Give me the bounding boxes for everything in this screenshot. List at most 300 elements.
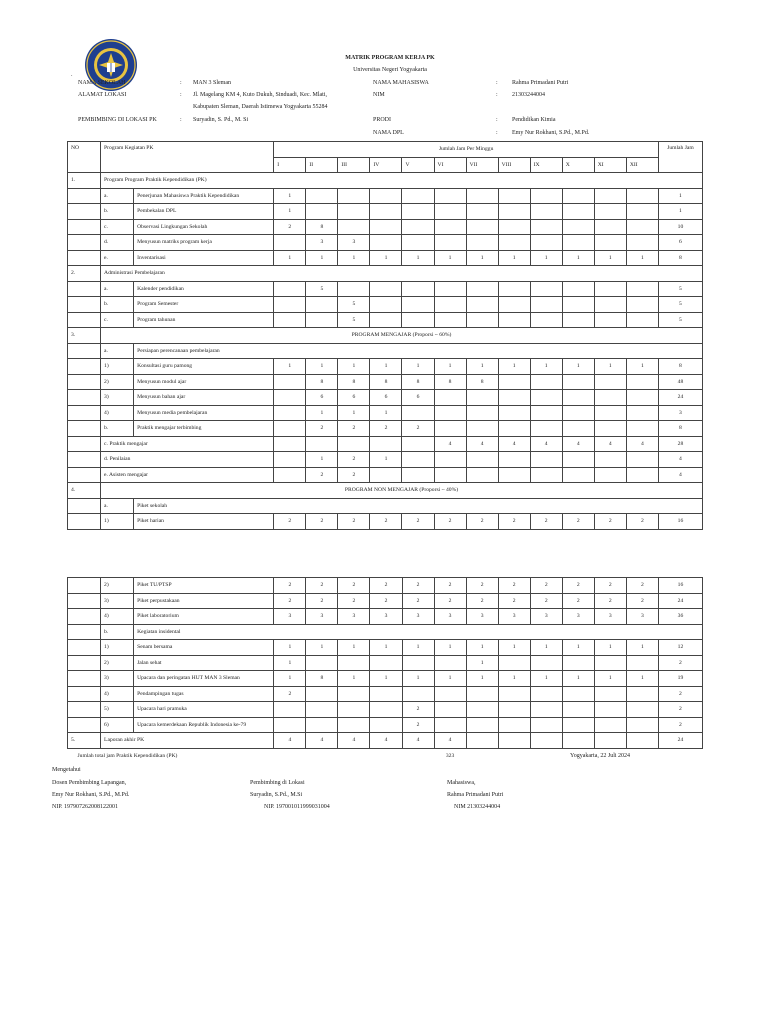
week-hours-cell [370, 235, 402, 251]
week-hours-cell [274, 421, 306, 437]
week-hours-cell [370, 204, 402, 220]
item-letter: c. [101, 312, 134, 328]
empty-cell [68, 686, 101, 702]
week-hours-cell: 2 [402, 593, 434, 609]
week-hours-cell [466, 390, 498, 406]
table-row [68, 593, 703, 609]
week-hours-cell [594, 733, 626, 749]
week-hours-cell [274, 374, 306, 390]
nim-label: NIM [373, 92, 385, 98]
week-header-cell: I [274, 157, 306, 173]
week-hours-cell: 4 [594, 436, 626, 452]
week-hours-cell [626, 717, 658, 733]
week-hours-cell [562, 312, 594, 328]
week-hours-cell: 1 [594, 671, 626, 687]
week-hours-cell: 4 [562, 436, 594, 452]
week-hours-cell [370, 655, 402, 671]
week-hours-cell: 5 [338, 297, 370, 313]
week-hours-cell: 1 [274, 359, 306, 375]
week-hours-cell: 1 [466, 359, 498, 375]
item-title: Kegiatan insidental [134, 624, 703, 640]
week-hours-cell [530, 281, 562, 297]
item-title: d. Penilaian [101, 452, 274, 468]
week-hours-cell [498, 281, 530, 297]
week-hours-cell [274, 452, 306, 468]
week-hours-cell [594, 312, 626, 328]
dpl-label: NAMA DPL [373, 130, 404, 136]
week-hours-cell [466, 452, 498, 468]
week-hours-cell: 1 [306, 359, 338, 375]
total-hours-cell: 24 [658, 390, 702, 406]
item-letter: e. [101, 250, 134, 266]
week-hours-cell [274, 467, 306, 483]
week-hours-cell [402, 405, 434, 421]
week-hours-cell [274, 297, 306, 313]
week-hours-cell [562, 235, 594, 251]
week-header-cell: XI [594, 157, 626, 173]
week-hours-cell [530, 204, 562, 220]
total-hours-cell: 28 [658, 436, 702, 452]
week-hours-cell: 1 [306, 452, 338, 468]
week-hours-cell [530, 188, 562, 204]
week-hours-cell: 2 [402, 717, 434, 733]
item-title: c. Praktik mengajar [101, 436, 274, 452]
total-hours-cell: 16 [658, 578, 702, 594]
week-hours-cell [626, 405, 658, 421]
section-title: PROGRAM NON MENGAJAR (Proporsi ~ 40%) [101, 483, 703, 499]
week-hours-cell: 3 [434, 609, 466, 625]
week-hours-cell: 8 [370, 374, 402, 390]
week-header-cell: II [306, 157, 338, 173]
week-hours-cell: 1 [626, 250, 658, 266]
week-hours-cell: 2 [466, 578, 498, 594]
week-hours-cell: 2 [594, 578, 626, 594]
week-hours-cell [370, 702, 402, 718]
week-hours-cell [466, 297, 498, 313]
colon: : [180, 117, 182, 123]
week-hours-cell [274, 702, 306, 718]
week-hours-cell: 2 [626, 514, 658, 530]
colon: : [496, 80, 498, 86]
item-title: Senam bersama [134, 640, 274, 656]
week-hours-cell [626, 235, 658, 251]
week-hours-cell [402, 235, 434, 251]
week-hours-cell: 5 [338, 312, 370, 328]
school-name-value: MAN 3 Sleman [193, 80, 231, 86]
page-title: MATRIK PROGRAM KERJA PK [345, 55, 435, 61]
week-hours-cell [370, 281, 402, 297]
empty-cell [68, 609, 101, 625]
table-row [68, 297, 703, 313]
week-hours-cell: 4 [466, 436, 498, 452]
week-hours-cell [434, 219, 466, 235]
week-hours-cell [466, 235, 498, 251]
week-hours-cell [562, 390, 594, 406]
week-hours-cell [594, 686, 626, 702]
address-label: ALAMAT LOKASI [78, 92, 127, 98]
week-hours-cell [338, 717, 370, 733]
week-header-cell: III [338, 157, 370, 173]
week-hours-cell: 2 [498, 593, 530, 609]
address-value-line2: Kabupaten Sleman, Daerah Istimewa Yogyakarta 55284 [193, 104, 328, 110]
section-title: Program Program Praktik Kependidikan (PK) [101, 173, 703, 189]
table-row [68, 266, 703, 282]
table-row [68, 483, 703, 499]
week-hours-cell [562, 452, 594, 468]
item-title: Menyusun bahan ajar [134, 390, 274, 406]
table-row [68, 686, 703, 702]
week-hours-cell: 2 [338, 452, 370, 468]
week-hours-cell [530, 405, 562, 421]
empty-cell [68, 374, 101, 390]
empty-cell [68, 655, 101, 671]
week-hours-cell: 1 [434, 671, 466, 687]
week-hours-cell: 2 [402, 421, 434, 437]
week-header-cell: V [402, 157, 434, 173]
week-hours-cell [274, 312, 306, 328]
week-hours-cell [594, 717, 626, 733]
week-hours-cell: 3 [530, 609, 562, 625]
week-hours-cell: 1 [338, 640, 370, 656]
item-letter: 4) [101, 686, 134, 702]
section-number: 4. [68, 483, 101, 499]
week-hours-cell: 2 [626, 578, 658, 594]
week-hours-cell [594, 374, 626, 390]
week-hours-cell [370, 717, 402, 733]
week-hours-cell: 2 [274, 514, 306, 530]
week-hours-cell: 3 [466, 609, 498, 625]
item-title: Program tahunan [134, 312, 274, 328]
week-hours-cell: 1 [338, 359, 370, 375]
total-hours-cell: 2 [658, 717, 702, 733]
week-hours-cell: 3 [306, 609, 338, 625]
week-hours-cell [434, 686, 466, 702]
week-hours-cell [434, 390, 466, 406]
week-hours-cell [626, 188, 658, 204]
week-hours-cell [306, 717, 338, 733]
week-hours-cell [338, 281, 370, 297]
week-hours-cell [306, 204, 338, 220]
week-hours-cell: 4 [306, 733, 338, 749]
item-title: Upacara dan peringatan HUT MAN 3 Sleman [134, 671, 274, 687]
total-hours-cell: 6 [658, 235, 702, 251]
item-letter: 5) [101, 702, 134, 718]
week-hours-cell: 1 [562, 640, 594, 656]
week-hours-cell: 2 [434, 593, 466, 609]
week-hours-cell [562, 717, 594, 733]
colon: : [180, 92, 182, 98]
week-hours-cell [530, 297, 562, 313]
week-hours-cell: 2 [370, 421, 402, 437]
item-letter: c. [101, 219, 134, 235]
week-hours-cell: 2 [370, 578, 402, 594]
week-hours-cell [274, 235, 306, 251]
week-hours-cell: 6 [402, 390, 434, 406]
week-hours-cell [498, 312, 530, 328]
item-title: Kalender pendidikan [134, 281, 274, 297]
week-hours-cell [370, 188, 402, 204]
week-header-cell: VII [466, 157, 498, 173]
week-hours-cell: 1 [498, 359, 530, 375]
week-hours-cell: 4 [530, 436, 562, 452]
colon: : [496, 117, 498, 123]
table-row [68, 514, 703, 530]
week-hours-cell [338, 655, 370, 671]
supervisor-signature-title: Pembimbing di Lokasi [250, 780, 305, 786]
item-title: Konsultasi guru pamong [134, 359, 274, 375]
col-header-weekly-hours: Jumlah Jam Per Minggu [274, 142, 659, 158]
week-hours-cell [626, 421, 658, 437]
week-hours-cell: 2 [274, 578, 306, 594]
table-row [68, 173, 703, 189]
table-row [68, 188, 703, 204]
week-hours-cell [562, 405, 594, 421]
week-hours-cell: 3 [306, 235, 338, 251]
prodi-label: PRODI [373, 117, 392, 123]
table-row [68, 609, 703, 625]
item-title: Piket sekolah [134, 498, 703, 514]
week-hours-cell [498, 297, 530, 313]
table-row [68, 702, 703, 718]
empty-cell [68, 390, 101, 406]
empty-cell [68, 498, 101, 514]
week-hours-cell: 1 [466, 671, 498, 687]
item-letter: a. [101, 498, 134, 514]
address-value-line1: Jl. Magelang KM 4, Kuto Dukuh, Sinduadi, Kec. Mlati, [193, 92, 327, 98]
empty-cell [68, 188, 101, 204]
table-row [68, 498, 703, 514]
week-hours-cell: 1 [274, 640, 306, 656]
empty-cell [68, 671, 101, 687]
table-header-row [68, 142, 703, 158]
dpl-signature-title: Dosen Pembimbing Lapangan, [52, 780, 127, 786]
week-hours-cell: 2 [626, 593, 658, 609]
total-hours-cell: 8 [658, 421, 702, 437]
week-hours-cell [434, 717, 466, 733]
week-hours-cell: 1 [530, 359, 562, 375]
week-hours-cell [626, 686, 658, 702]
week-hours-cell [594, 452, 626, 468]
section-title: Administrasi Pembelajaran [101, 266, 703, 282]
total-hours-cell: 12 [658, 640, 702, 656]
item-title: Praktik mengajar terbimbing [134, 421, 274, 437]
empty-cell [68, 640, 101, 656]
week-hours-cell [466, 702, 498, 718]
week-hours-cell: 1 [594, 640, 626, 656]
week-hours-cell: 1 [562, 250, 594, 266]
week-hours-cell: 4 [434, 436, 466, 452]
supervisor-signature-nip: NIP. 197001011999031004 [264, 804, 330, 810]
week-hours-cell [402, 312, 434, 328]
empty-cell [68, 281, 101, 297]
week-hours-cell: 2 [594, 514, 626, 530]
table-row [68, 281, 703, 297]
supervisor-label: PEMBIMBING DI LOKASI PK [78, 117, 157, 123]
week-hours-cell: 1 [306, 640, 338, 656]
week-header-cell: VI [434, 157, 466, 173]
week-hours-cell [594, 204, 626, 220]
week-hours-cell: 3 [274, 609, 306, 625]
total-hours-cell: 1 [658, 204, 702, 220]
empty-cell [68, 250, 101, 266]
week-hours-cell: 2 [562, 578, 594, 594]
empty-cell [68, 452, 101, 468]
item-title: Piket TU/PTSP [134, 578, 274, 594]
week-hours-cell: 3 [498, 609, 530, 625]
program-matrix-table [67, 141, 703, 530]
week-hours-cell [466, 204, 498, 220]
item-letter: 3) [101, 390, 134, 406]
total-hours-cell: 4 [658, 452, 702, 468]
week-hours-cell: 2 [306, 578, 338, 594]
empty-cell [68, 467, 101, 483]
week-hours-cell: 1 [530, 250, 562, 266]
week-hours-cell [530, 235, 562, 251]
week-hours-cell [562, 219, 594, 235]
empty-cell [68, 204, 101, 220]
item-letter: a. [101, 188, 134, 204]
week-hours-cell [594, 297, 626, 313]
week-hours-cell: 1 [306, 250, 338, 266]
week-hours-cell: 2 [594, 593, 626, 609]
week-hours-cell [594, 281, 626, 297]
week-hours-cell: 1 [338, 405, 370, 421]
week-hours-cell [498, 390, 530, 406]
week-hours-cell [434, 188, 466, 204]
week-hours-cell [306, 297, 338, 313]
week-hours-cell [370, 312, 402, 328]
week-hours-cell [498, 204, 530, 220]
total-hours-cell: 24 [658, 593, 702, 609]
week-hours-cell: 1 [274, 188, 306, 204]
table-row [68, 640, 703, 656]
week-hours-cell: 2 [530, 593, 562, 609]
week-hours-cell: 4 [434, 733, 466, 749]
week-hours-cell [498, 717, 530, 733]
item-letter: 2) [101, 578, 134, 594]
week-hours-cell [498, 405, 530, 421]
item-title: Piket laboratorium [134, 609, 274, 625]
week-hours-cell: 2 [338, 421, 370, 437]
week-hours-cell: 1 [370, 359, 402, 375]
week-hours-cell [562, 204, 594, 220]
week-hours-cell [338, 204, 370, 220]
week-hours-cell [434, 281, 466, 297]
week-hours-cell: 2 [466, 514, 498, 530]
week-hours-cell [306, 655, 338, 671]
week-hours-cell: 1 [530, 671, 562, 687]
week-hours-cell [274, 390, 306, 406]
empty-cell [68, 717, 101, 733]
empty-cell [68, 343, 101, 359]
week-hours-cell [466, 733, 498, 749]
week-hours-cell [530, 374, 562, 390]
total-hours-cell: 4 [658, 467, 702, 483]
week-hours-cell [530, 717, 562, 733]
week-hours-cell [594, 235, 626, 251]
week-hours-cell: 8 [306, 374, 338, 390]
week-hours-cell [402, 281, 434, 297]
empty-cell [68, 702, 101, 718]
week-hours-cell [562, 733, 594, 749]
item-letter: b. [101, 624, 134, 640]
week-hours-cell: 1 [274, 204, 306, 220]
week-hours-cell [562, 188, 594, 204]
item-title: Persiapan perencanaan pembelajaran [134, 343, 703, 359]
item-letter: a. [101, 343, 134, 359]
total-hours-cell: 36 [658, 609, 702, 625]
week-hours-cell [530, 312, 562, 328]
prodi-value: Pendidikan Kimia [512, 117, 556, 123]
week-hours-cell: 2 [306, 467, 338, 483]
week-hours-cell: 1 [562, 671, 594, 687]
week-hours-cell: 4 [338, 733, 370, 749]
week-hours-cell: 1 [370, 405, 402, 421]
week-hours-cell: 1 [466, 250, 498, 266]
week-hours-cell [434, 467, 466, 483]
item-title: Pembekalan DPL [134, 204, 274, 220]
week-hours-cell: 8 [434, 374, 466, 390]
total-hours-cell: 2 [658, 686, 702, 702]
week-hours-cell [402, 219, 434, 235]
week-hours-cell: 1 [434, 359, 466, 375]
week-hours-cell: 1 [370, 671, 402, 687]
week-hours-cell: 2 [402, 514, 434, 530]
table-row [68, 452, 703, 468]
colon: : [496, 130, 498, 136]
table-row [68, 655, 703, 671]
week-hours-cell: 5 [306, 281, 338, 297]
table-row [68, 467, 703, 483]
week-hours-cell: 1 [530, 640, 562, 656]
table-row [68, 328, 703, 344]
week-hours-cell [626, 702, 658, 718]
week-hours-cell: 1 [274, 250, 306, 266]
week-hours-cell: 3 [370, 609, 402, 625]
empty-cell [68, 436, 101, 452]
total-hours-cell: 19 [658, 671, 702, 687]
student-signature-nim: NIM 21303244004 [454, 804, 501, 810]
week-hours-cell [530, 467, 562, 483]
week-hours-cell: 2 [530, 578, 562, 594]
week-hours-cell: 6 [338, 390, 370, 406]
week-hours-cell: 8 [466, 374, 498, 390]
week-hours-cell: 1 [434, 640, 466, 656]
week-hours-cell: 8 [402, 374, 434, 390]
week-hours-cell [594, 188, 626, 204]
nim-value: 21303244004 [512, 92, 545, 98]
week-hours-cell: 2 [338, 467, 370, 483]
item-letter: 3) [101, 593, 134, 609]
week-hours-cell: 2 [306, 514, 338, 530]
week-hours-cell: 1 [402, 359, 434, 375]
table-row [68, 671, 703, 687]
week-hours-cell [530, 421, 562, 437]
dpl-value: Emy Nur Rokhani, S.Pd., M.Pd. [512, 130, 590, 136]
week-hours-cell [338, 219, 370, 235]
week-hours-cell [466, 686, 498, 702]
week-hours-cell: 2 [338, 593, 370, 609]
item-letter: b. [101, 204, 134, 220]
item-letter: 1) [101, 359, 134, 375]
dpl-signature-nip: NIP. 197907262008122001 [52, 804, 119, 810]
empty-cell [68, 514, 101, 530]
item-letter: 3) [101, 671, 134, 687]
item-title: Jalan sehat [134, 655, 274, 671]
item-letter: b. [101, 297, 134, 313]
item-title: Menyusun matriks program kerja [134, 235, 274, 251]
table-row [68, 421, 703, 437]
